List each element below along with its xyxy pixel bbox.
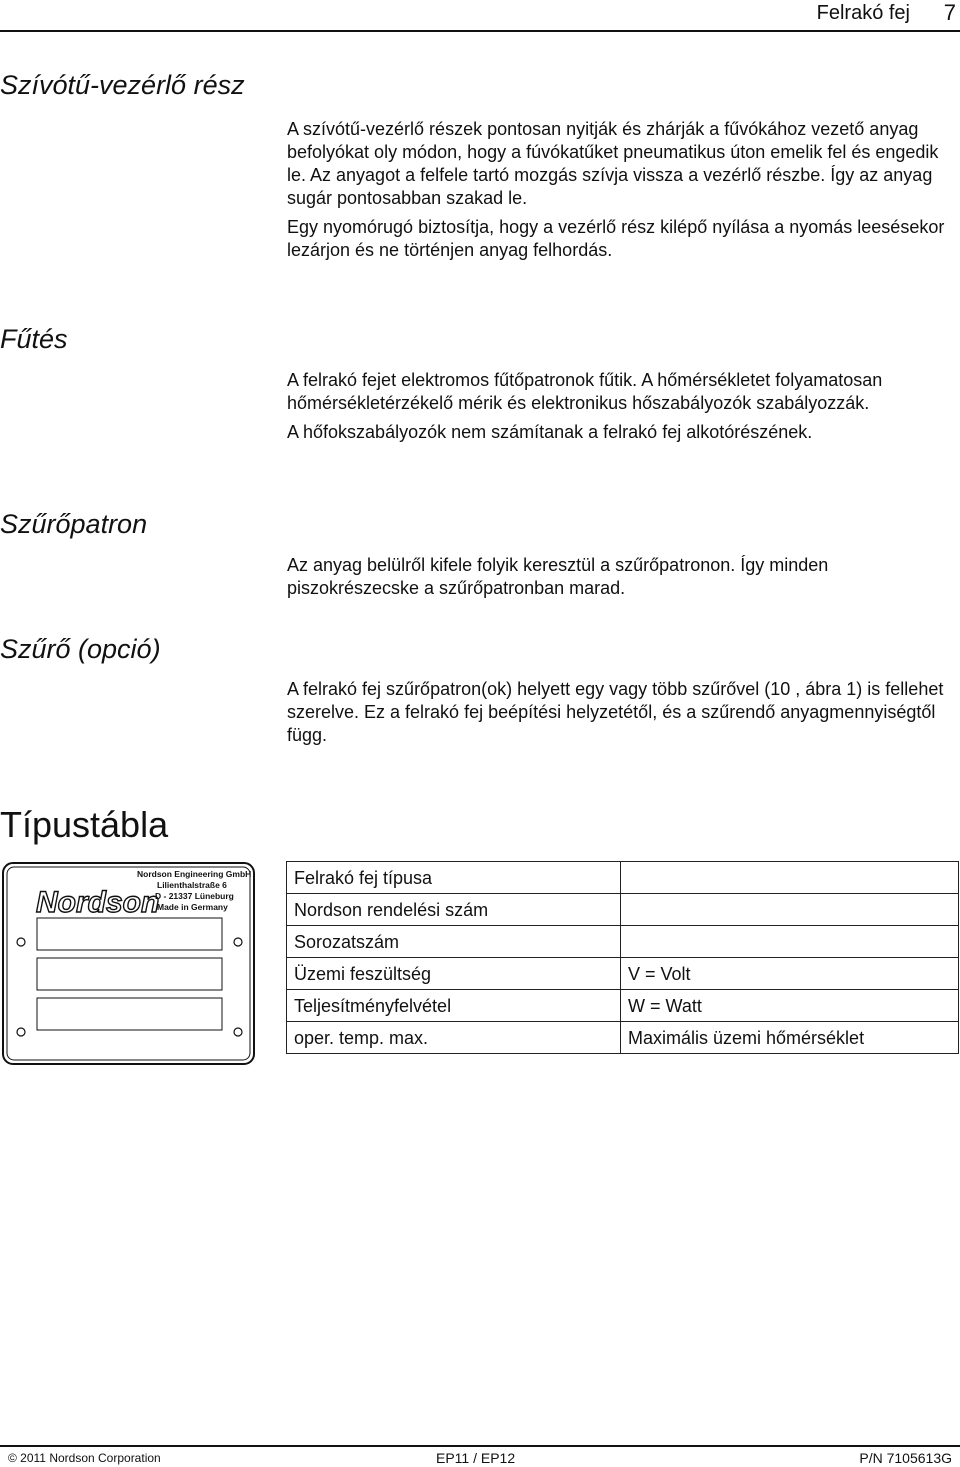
section-heading-heating: Fűtés	[0, 324, 68, 354]
table-cell: Sorozatszám	[287, 926, 621, 958]
nameplate-drawing	[2, 862, 255, 1065]
header-title: Felrakó fej	[816, 2, 910, 24]
svg-text:Nordson: Nordson	[36, 886, 160, 919]
section-heading-filter-cartridge: Szűrőpatron	[0, 509, 148, 539]
table-cell: Maximális üzemi hőmérséklet	[621, 1022, 959, 1054]
nordson-logo	[36, 886, 159, 919]
section-heading-suction-needle: Szívótű-vezérlő rész	[0, 70, 245, 100]
section-body-filter-cartridge	[287, 554, 957, 606]
company-line: Lilienthalstraße 6	[157, 880, 227, 890]
section-body-suction-needle	[287, 118, 957, 268]
table-row	[287, 958, 959, 990]
page-number: 7	[943, 0, 956, 25]
table-cell	[621, 926, 959, 958]
page-header	[0, 0, 960, 32]
paragraph: A felrakó fejet elektromos fűtőpatronok fűtik. A hőmérsékletet folyamatosan hőmérsékletérzékelő mérik és elektronikus hőszabályozók szabályozzák.	[287, 370, 883, 413]
table-row	[287, 926, 959, 958]
paragraph: A hőfokszabályozók nem számítanak a felrakó fej alkotórészének.	[287, 422, 813, 442]
company-line: D - 21337 Lüneburg	[155, 891, 234, 901]
table-cell: Felrakó fej típusa	[287, 862, 621, 894]
nameplate-spec-table	[286, 861, 959, 1054]
section-heading-nameplate: Típustábla	[0, 804, 169, 845]
section-heading-filter-option: Szűrő (opció)	[0, 634, 161, 664]
paragraph: Az anyag belülről kifele folyik keresztül a szűrőpatronon. Így minden piszokrészecske a szűrőpatronban marad.	[287, 555, 829, 598]
table-row	[287, 990, 959, 1022]
section-body-heating	[287, 369, 957, 450]
table-row	[287, 894, 959, 926]
footer-part-number: P/N 7105613G	[859, 1450, 952, 1466]
table-cell: oper. temp. max.	[287, 1022, 621, 1054]
company-line: Made in Germany	[157, 902, 228, 912]
table-cell	[621, 862, 959, 894]
table-row	[287, 1022, 959, 1054]
nameplate-illustration	[2, 862, 255, 1065]
paragraph: A felrakó fej szűrőpatron(ok) helyett egy vagy több szűrővel (10 , ábra 1) is fellehet szerelve. Ez a felrakó fej beépítési helyzetétől, és a szűrendő anyagmennyiségtől függ.	[287, 679, 944, 745]
table-row	[287, 862, 959, 894]
table-cell: Nordson rendelési szám	[287, 894, 621, 926]
page-footer	[0, 1445, 960, 1467]
footer-model: EP11 / EP12	[436, 1450, 516, 1466]
table-cell: Teljesítményfelvétel	[287, 990, 621, 1022]
table-cell: W = Watt	[621, 990, 959, 1022]
table-cell: V = Volt	[621, 958, 959, 990]
section-body-filter-option	[287, 678, 957, 753]
paragraph: Egy nyomórugó biztosítja, hogy a vezérlő rész kilépő nyílása a nyomás leesésekor lezárjon és ne történjen anyag felhordás.	[287, 217, 945, 260]
company-line: Nordson Engineering GmbH	[137, 869, 252, 879]
table-cell: Üzemi feszültség	[287, 958, 621, 990]
table-cell	[621, 894, 959, 926]
footer-copyright: © 2011 Nordson Corporation	[8, 1451, 161, 1465]
paragraph: A szívótű-vezérlő részek pontosan nyitják és zhárják a fűvókához vezető anyag befolyókat oly módon, hogy a fúvókatűket pneumatikus úton emelik fel és engedik le. Az anyagot a felfele tartó mozgás szívja vissza a vezérlő részbe. Így az anyag sugár pontosabban szakad le.	[287, 119, 939, 208]
